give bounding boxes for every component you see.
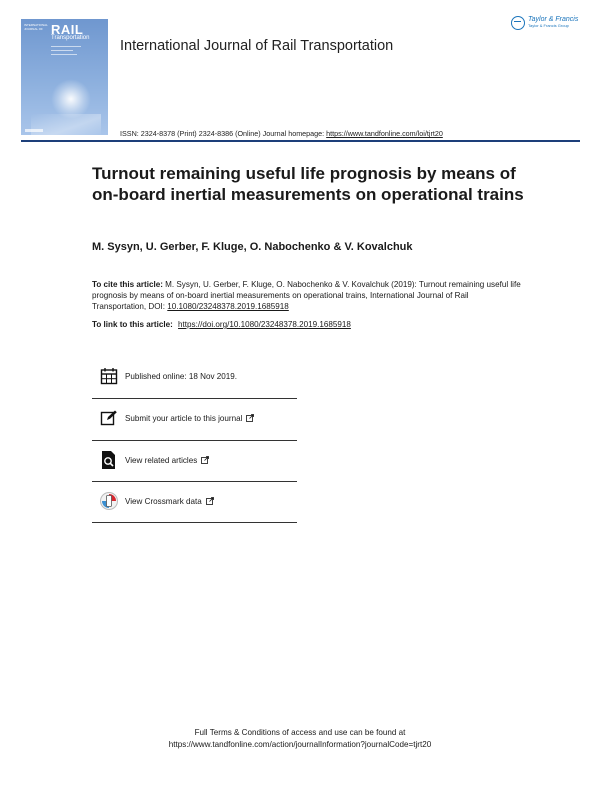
divider xyxy=(92,522,297,523)
journal-homepage-link[interactable]: https://www.tandfonline.com/loi/tjrt20 xyxy=(326,129,443,138)
publisher-logo-group: Taylor & Francis Group xyxy=(528,23,569,28)
article-doi-url-link[interactable]: https://doi.org/10.1080/23248378.2019.1685918 xyxy=(178,320,351,329)
external-link-icon xyxy=(246,414,254,422)
document-search-icon xyxy=(98,449,120,471)
article-title: Turnout remaining useful life prognosis by means of on-board inertial measurements on operational trains xyxy=(92,164,524,204)
citation-text: M. Sysyn, U. Gerber, F. Kluge, O. Nabochenko & V. Kovalchuk (2019): Turnout remaining useful life prognosis by means of on-board inertial measurements on operational trains, International Journal of Rail Transportation, DOI: xyxy=(92,280,521,311)
cover-line xyxy=(51,46,81,47)
related-articles-link[interactable] xyxy=(92,440,297,480)
cover-journal-small-text: INTERNATIONAL JOURNAL OF xyxy=(24,23,48,31)
submit-article-label: Submit your article to this journal xyxy=(125,413,243,423)
issn-line xyxy=(120,129,443,138)
doi-link[interactable]: 10.1080/23248378.2019.1685918 xyxy=(167,302,289,311)
citation-block xyxy=(92,279,522,312)
submit-article-link[interactable] xyxy=(92,398,297,438)
related-articles-label: View related articles xyxy=(125,455,198,465)
article-link-line xyxy=(92,320,351,329)
edit-icon xyxy=(98,407,120,429)
publisher-logo-icon xyxy=(511,16,525,30)
publisher-logo[interactable] xyxy=(511,16,578,30)
external-link-icon xyxy=(201,456,209,464)
cover-line xyxy=(51,54,77,55)
cover-rail-text: RAIL xyxy=(51,22,84,37)
journal-cover-image xyxy=(21,19,108,135)
article-link-label: To link to this article: xyxy=(92,320,176,329)
published-online-row xyxy=(92,356,297,396)
cover-line xyxy=(51,50,73,51)
footer-terms-text: Full Terms & Conditions of access and use can be found at xyxy=(194,728,406,737)
article-authors: M. Sysyn, U. Gerber, F. Kluge, O. Nabochenko & V. Kovalchuk xyxy=(92,241,413,253)
cover-transportation-text: Transportation xyxy=(51,35,90,41)
crossmark-icon xyxy=(98,490,120,512)
header-divider xyxy=(21,140,580,142)
citation-label: To cite this article: xyxy=(92,280,163,289)
calendar-icon xyxy=(98,365,120,387)
cover-publisher-mark xyxy=(25,129,43,132)
publisher-logo-name: Taylor & Francis xyxy=(528,16,579,23)
journal-title[interactable]: International Journal of Rail Transportation xyxy=(120,38,394,54)
published-online-text: Published online: 18 Nov 2019. xyxy=(125,371,238,381)
issn-text: ISSN: 2324-8378 (Print) 2324-8386 (Online) Journal homepage: xyxy=(120,129,327,138)
cover-light-glow xyxy=(51,79,91,119)
external-link-icon xyxy=(206,497,214,505)
footer-terms-url[interactable]: https://www.tandfonline.com/action/journalInformation?journalCode=tjrt20 xyxy=(168,740,432,749)
crossmark-label: View Crossmark data xyxy=(125,496,202,506)
crossmark-data-link[interactable] xyxy=(92,481,297,521)
